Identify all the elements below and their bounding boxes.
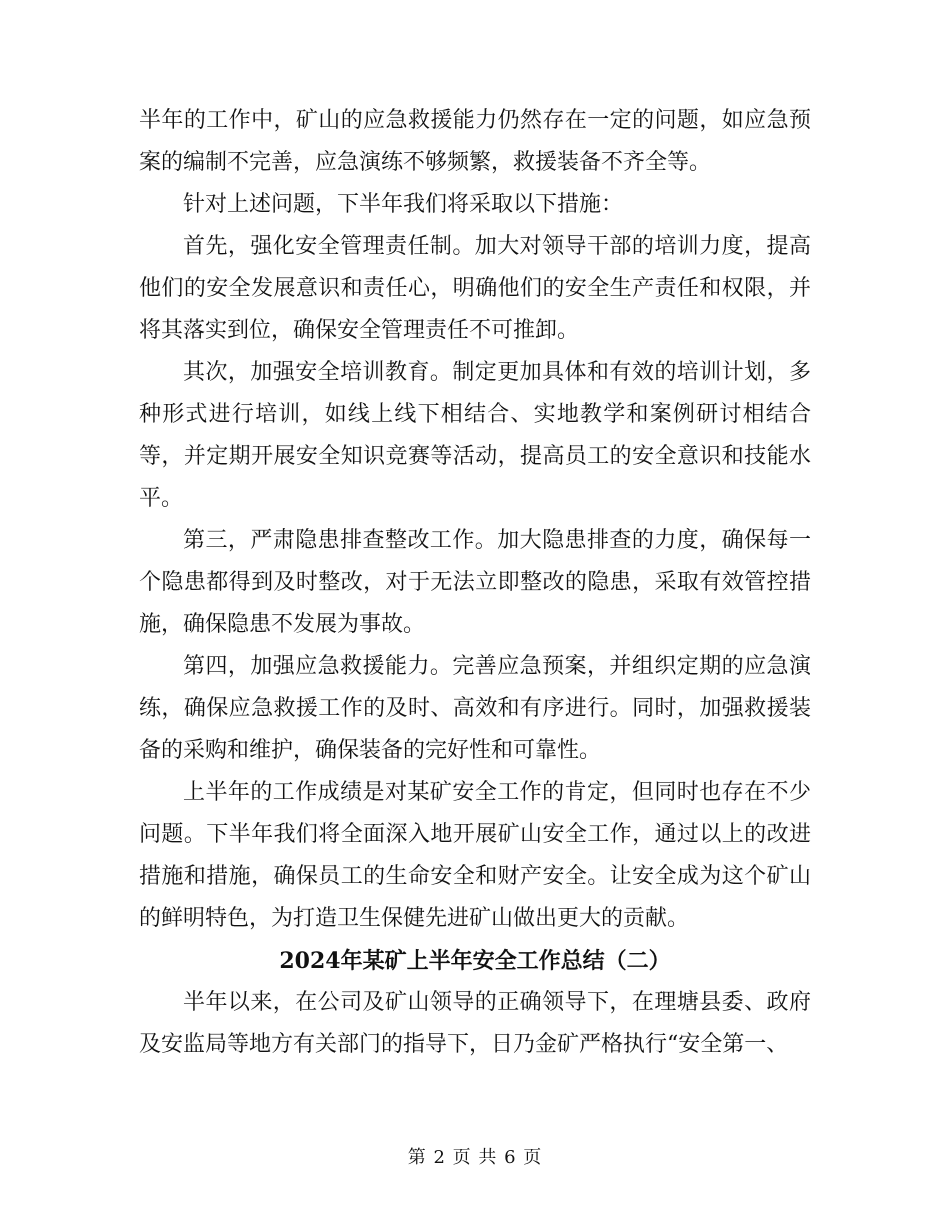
document-body xyxy=(139,100,811,1066)
paragraph-section-two-intro: 半年以来，在公司及矿山领导的正确领导下，在理塘县委、政府及安监局等地方有关部门的指导下，日乃金矿严格执行“安全第一、 xyxy=(139,990,811,1057)
paragraph-measure-third: 第三，严肃隐患排查整改工作。加大隐患排查的力度，确保每一个隐患都得到及时整改，对于无法立即整改的隐患，采取有效管控措施，确保隐患不发展为事故。 xyxy=(139,528,811,637)
paragraph-conclusion: 上半年的工作成绩是对某矿安全工作的肯定，但同时也存在不少问题。下半年我们将全面深入地开展矿山安全工作，通过以上的改进措施和措施，确保员工的生命安全和财产安全。让安全成为这个矿山的鲜明特色，为打造卫生保健先进矿山做出更大的贡献。 xyxy=(139,780,811,931)
page-number-footer: 第 2 页 共 6 页 xyxy=(407,1147,543,1168)
paragraph-continuation: 半年的工作中，矿山的应急救援能力仍然存在一定的问题，如应急预案的编制不完善，应急演练不够频繁，救援装备不齐全等。 xyxy=(139,108,811,175)
section-heading: 2024年某矿上半年安全工作总结（二） xyxy=(279,948,671,974)
paragraph-measure-fourth: 第四，加强应急救援能力。完善应急预案，并组织定期的应急演练，确保应急救援工作的及时、高效和有序进行。同时，加强救援装备的采购和维护，确保装备的完好性和可靠性。 xyxy=(139,654,811,763)
paragraph-measure-second: 其次，加强安全培训教育。制定更加具体和有效的培训计划，多种形式进行培训，如线上线下相结合、实地教学和案例研讨相结合等，并定期开展安全知识竞赛等活动，提高员工的安全意识和技能水平。 xyxy=(139,360,811,511)
paragraph-measure-first: 首先，强化安全管理责任制。加大对领导干部的培训力度，提高他们的安全发展意识和责任心，明确他们的安全生产责任和权限，并将其落实到位，确保安全管理责任不可推卸。 xyxy=(139,234,811,343)
paragraph-measures-intro: 针对上述问题，下半年我们将采取以下措施： xyxy=(183,192,624,217)
